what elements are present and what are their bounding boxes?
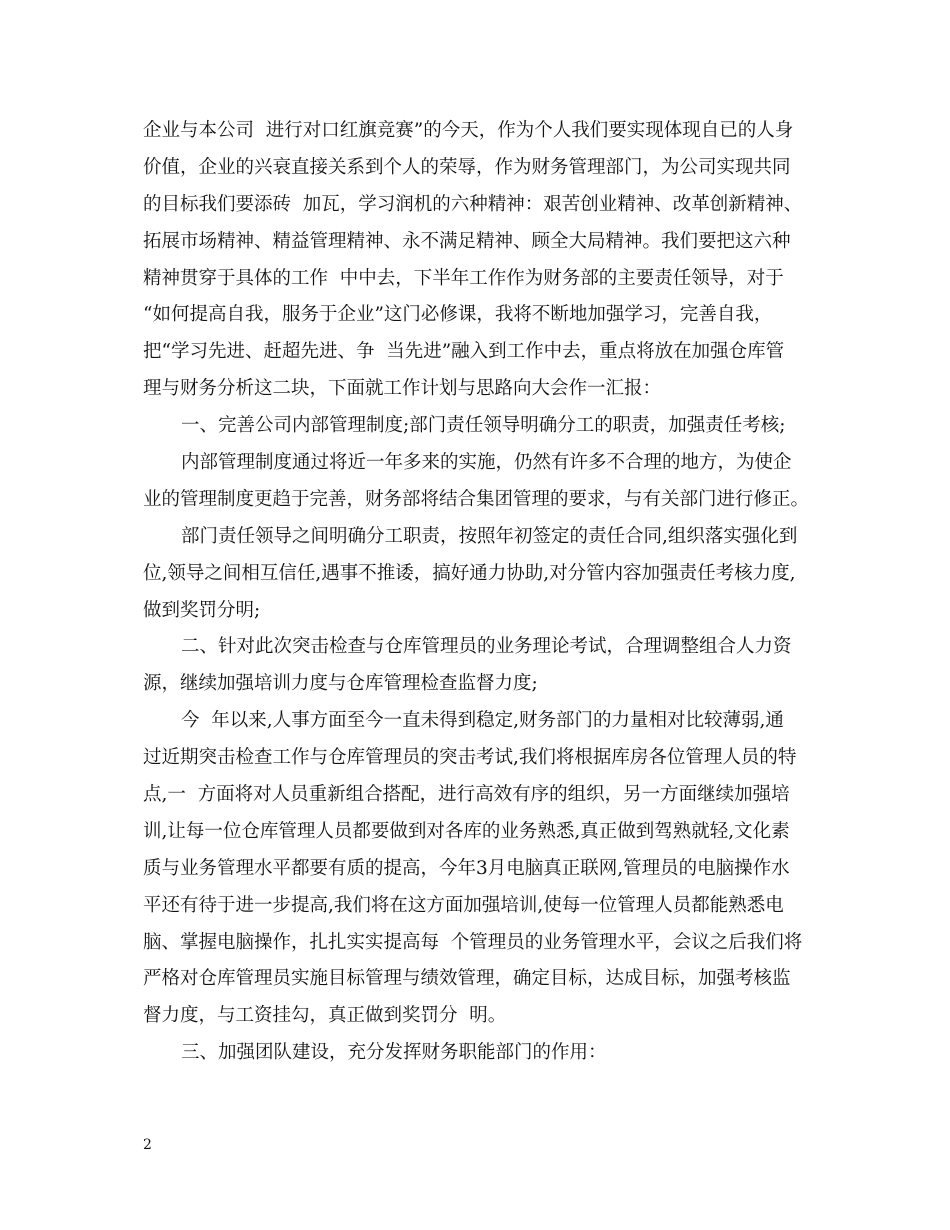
text-line: 严格对仓库管理员实施目标管理与绩效管理，确定目标，达成目标，加强考核监 (143, 968, 791, 990)
text-line: 点,一 方面将对人员重新组合搭配，进行高效有序的组织，另一方面继续加强培 (143, 784, 790, 806)
text-line: “如何提高自我，服务于企业”这门必修课，我将不断地加强学习，完善自我， (143, 304, 773, 326)
text-line: 今 年以来,人事方面至今一直未得到稳定,财务部门的力量相对比较薄弱,通 (181, 710, 784, 732)
text-line: 价值，企业的兴衰直接关系到个人的荣辱，作为财务管理部门，为公司实现共同 (143, 156, 791, 178)
text-line: 企业与本公司 进行对口红旗竞赛”的今天，作为个人我们要实现体现自已的人身 (143, 120, 794, 141)
text-line: 部门责任领导之间明确分工职责，按照年初签定的责任合同,组织落实强化到 (181, 525, 798, 547)
text-line: 源，继续加强培训力度与仓库管理检查监督力度; (143, 673, 538, 695)
text-line: 精神贯穿于具体的工作 中中去，下半年工作作为财务部的主要责任领导，对于 (143, 267, 784, 289)
text-line: 的目标我们要添砖 加瓦，学习润机的六种精神：艰苦创业精神、改革创新精神、 (143, 193, 803, 215)
text-line: 业的管理制度更趋于完善，财务部将结合集团管理的要求，与有关部门进行修正。 (143, 488, 810, 510)
text-line: 训,让每一位仓库管理人员都要做到对各库的业务熟悉,真正做到驾熟就轻,文化素 (143, 820, 790, 842)
text-line: 过近期突击检查工作与仓库管理员的突击考试,我们将根据库房各位管理人员的特 (143, 747, 797, 769)
text-line: 做到奖罚分明; (143, 599, 261, 621)
section-heading: 三、加强团队建设，充分发挥财务职能部门的作用： (181, 1042, 607, 1064)
text-line: 脑、掌握电脑操作，扎扎实实提高每 个管理员的业务管理水平，会议之后我们将 (143, 931, 803, 953)
text-line: 理与财务分析这二块，下面就工作计划与思路向大会作一汇报： (143, 378, 662, 400)
text-line: 拓展市场精神、精益管理精神、永不满足精神、顾全大局精神。我们要把这六种 (143, 230, 791, 252)
text-line: 位,领导之间相互信任,遇事不推诿，搞好通力协助,对分管内容加强责任考核力度, (143, 562, 796, 584)
text-line: 平还有待于进一步提高,我们将在这方面加强培训,使每一位管理人员都能熟悉电 (143, 894, 784, 916)
page-number: 2 (143, 1137, 152, 1153)
text-line: 督力度，与工资挂勾，真正做到奖罚分 明。 (143, 1005, 507, 1027)
section-heading: 二、针对此次突击检查与仓库管理员的业务理论考试，合理调整组合人力资 (181, 636, 792, 658)
text-line: 把“学习先进、赶超先进、争 当先进”融入到工作中去，重点将放在加强仓库管 (143, 341, 785, 363)
text-line: 质与业务管理水平都要有质的提高，今年3月电脑真正联网,管理员的电脑操作水 (143, 857, 790, 879)
document-body (143, 113, 813, 1072)
section-heading: 一、完善公司内部管理制度;部门责任领导明确分工的职责，加强责任考核; (181, 415, 786, 437)
text-line: 内部管理制度通过将近一年多来的实施，仍然有许多不合理的地方，为使企 (181, 452, 792, 474)
